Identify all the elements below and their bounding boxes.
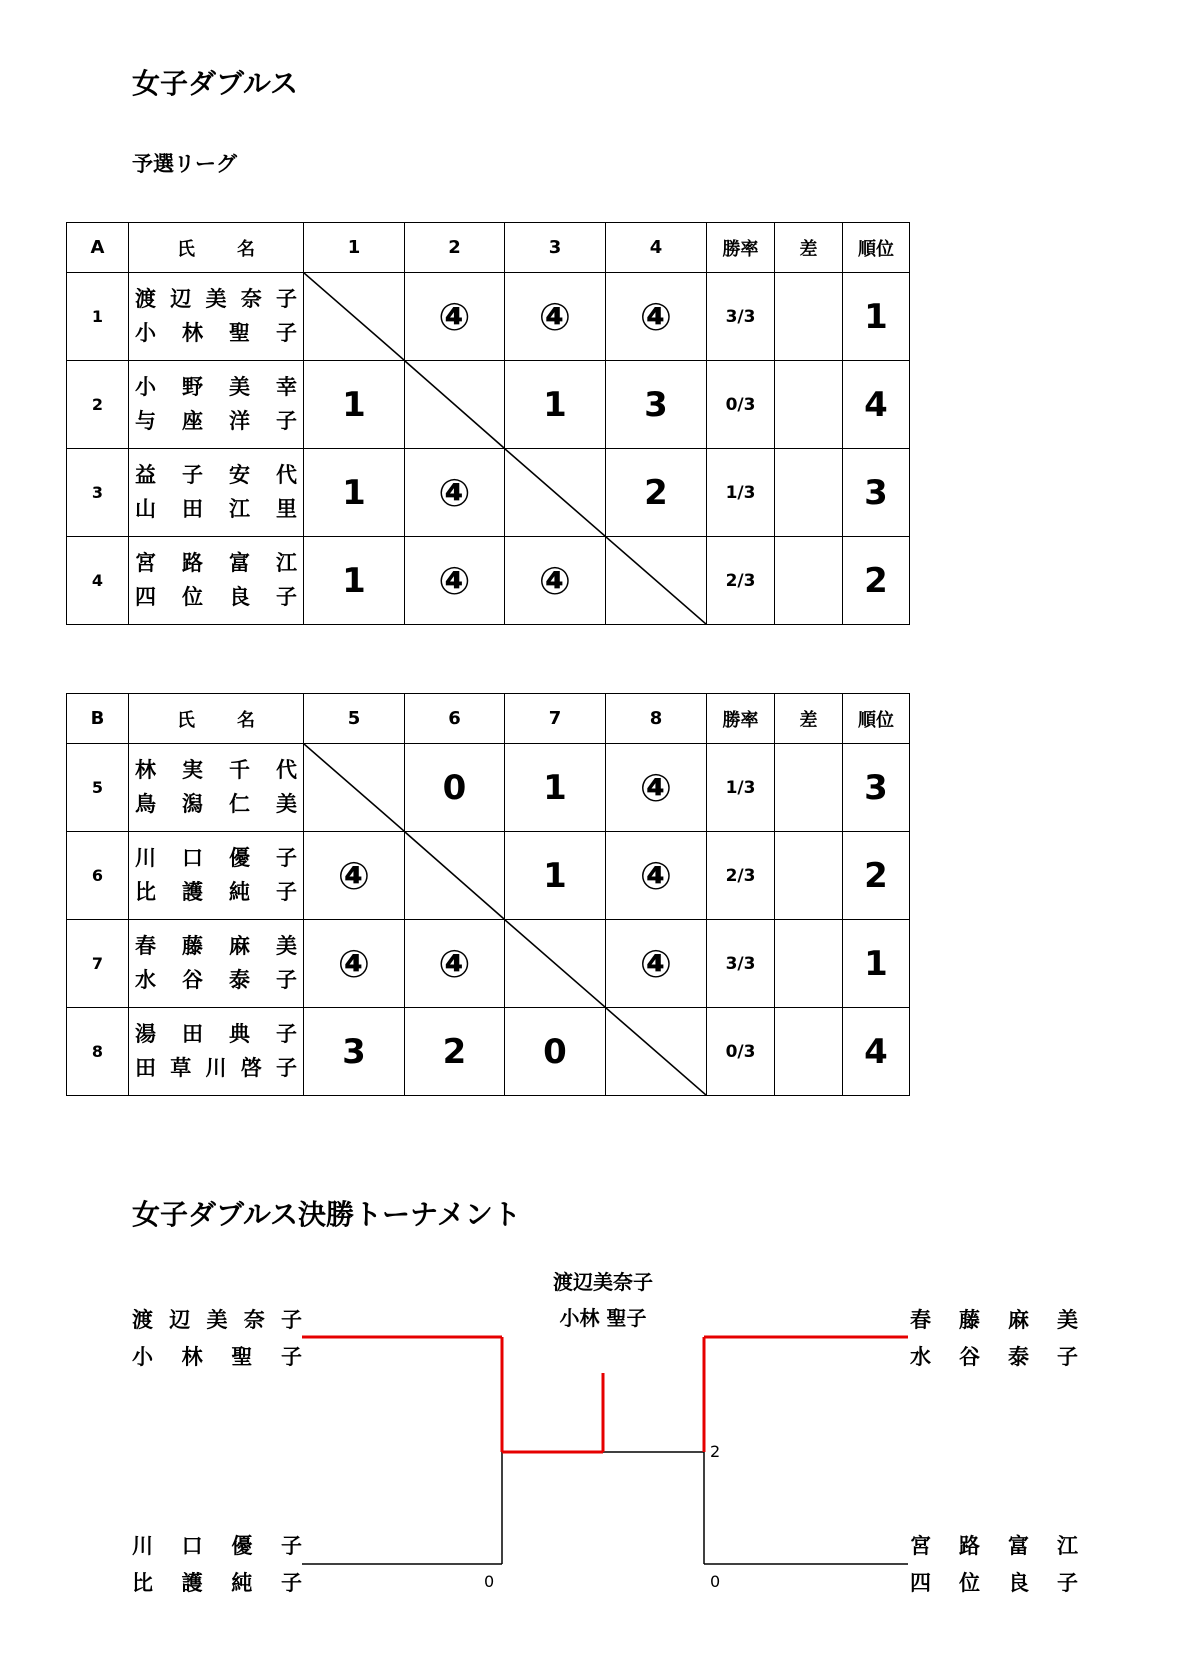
row-number: 7 [67,920,129,1008]
name-char: 川 [132,1534,153,1558]
name-char: 渡 [135,286,156,311]
row-number: 6 [67,832,129,920]
name-char: 美 [206,1308,228,1332]
name-char: 路 [959,1534,980,1558]
score-cell: ④ [304,920,405,1008]
name-char: 田 [135,1055,156,1080]
name-char: 春 [910,1308,931,1332]
score-cell: ④ [505,537,606,625]
name-char: 里 [276,496,297,521]
name-char: 川 [135,845,156,870]
name-char: 啓 [240,1055,262,1080]
rate-header: 勝率 [707,694,775,744]
column-header: 2 [405,223,505,273]
name-char: 仁 [229,791,250,816]
name-char: 子 [182,462,203,487]
score-cell: ④ [304,832,405,920]
name-char: 子 [1057,1571,1078,1595]
name-char: 藤 [182,933,203,958]
score-cell: ④ [606,832,707,920]
score-cell: 1 [505,832,606,920]
score-cell: ④ [606,744,707,832]
rank-cell: 4 [843,361,910,449]
score-cell: 0 [505,1008,606,1096]
name-char: 辺 [169,1308,191,1332]
name-header-1: 氏 [177,238,195,260]
name-char: 与 [135,408,156,433]
name-char: 四 [910,1571,931,1595]
name-char: 美 [276,933,297,958]
name-char: 子 [281,1308,302,1332]
name-char: 幸 [276,374,297,399]
name-char: 江 [276,550,297,575]
name-char: 千 [229,757,250,782]
name-char: 水 [910,1345,931,1369]
champion-name-1: 渡辺美奈子 [553,1270,653,1294]
name-char: 実 [182,757,203,782]
score-cell: ④ [405,920,505,1008]
rank-cell: 2 [843,537,910,625]
name-char: 川 [205,1055,227,1080]
name-char: 子 [276,320,297,345]
name-char: 辺 [170,286,192,311]
score-cell: 2 [606,449,707,537]
name-char: 子 [280,1571,302,1595]
name-char: 林 [181,1345,203,1369]
score-cell: ④ [606,920,707,1008]
name-char: 優 [229,845,250,870]
score-cell: 1 [304,449,405,537]
win-rate: 0/3 [707,361,775,449]
column-header: 4 [606,223,707,273]
name-char: 野 [182,374,203,399]
name-char: 子 [1057,1345,1078,1369]
name-char: 小 [135,374,156,399]
name-char: 江 [1057,1534,1078,1558]
tournament-title: 女子ダブルス決勝トーナメント [132,1198,521,1231]
win-rate: 3/3 [707,273,775,361]
win-rate: 0/3 [707,1008,775,1096]
name-char: 洋 [229,408,250,433]
page-title: 女子ダブルス [132,67,299,100]
name-char: 林 [135,757,156,782]
name-char: 美 [229,374,250,399]
name-char: 宮 [910,1534,931,1558]
rank-cell: 3 [843,744,910,832]
rank-header: 順位 [843,694,910,744]
name-char: 典 [229,1021,250,1046]
score-cell: ④ [405,449,505,537]
name-char: 位 [959,1571,980,1595]
name-char: 護 [181,1571,203,1595]
group-label: A [67,223,129,273]
name-char: 美 [276,791,297,816]
name-char: 麻 [229,933,250,958]
name-char: 代 [276,462,297,487]
row-number: 8 [67,1008,129,1096]
score-cell: 3 [606,361,707,449]
name-char: 比 [135,879,156,904]
name-char: 美 [1057,1308,1078,1332]
name-char: 益 [135,462,156,487]
column-header: 5 [304,694,405,744]
score-cell: ④ [405,537,505,625]
column-header: 6 [405,694,505,744]
name-char: 宮 [135,550,156,575]
name-char: 良 [1008,1571,1029,1595]
name-char: 優 [231,1534,253,1558]
name-char: 鳥 [135,791,156,816]
row-number: 1 [67,273,129,361]
name-char: 田 [182,1021,203,1046]
rank-cell: 1 [843,273,910,361]
name-char: 麻 [1008,1308,1029,1332]
win-rate: 1/3 [707,449,775,537]
name-char: 草 [170,1055,192,1080]
name-char: 水 [135,967,156,992]
score-left-bottom: 0 [484,1572,495,1591]
name-char: 子 [280,1345,302,1369]
name-char: 子 [276,408,297,433]
name-char: 奈 [240,286,262,311]
score-right-bottom: 0 [710,1572,721,1591]
name-char: 小 [132,1345,153,1369]
name-char: 純 [231,1571,253,1595]
rank-cell: 2 [843,832,910,920]
score-cell: 2 [405,1008,505,1096]
score-cell: 1 [505,744,606,832]
name-char: 富 [229,550,250,575]
name-char: 子 [280,1534,302,1558]
name-char: 良 [229,584,250,609]
score-right-final: 2 [710,1442,721,1461]
rank-cell: 4 [843,1008,910,1096]
row-number: 2 [67,361,129,449]
name-char: 山 [135,496,156,521]
name-char: 子 [276,584,297,609]
name-char: 四 [135,584,156,609]
name-char: 子 [276,879,297,904]
diff-header: 差 [775,223,843,273]
name-char: 小 [135,320,156,345]
name-char: 純 [229,879,250,904]
rank-cell: 3 [843,449,910,537]
name-char: 子 [276,845,297,870]
name-header-2: 名 [237,238,255,260]
name-char: 湯 [135,1021,156,1046]
column-header: 1 [304,223,405,273]
score-cell: 0 [405,744,505,832]
name-char: 聖 [229,320,250,345]
name-char: 富 [1008,1534,1029,1558]
name-char: 子 [276,1021,297,1046]
rank-header: 順位 [843,223,910,273]
row-number: 5 [67,744,129,832]
win-rate: 1/3 [707,744,775,832]
name-char: 林 [182,320,203,345]
name-char: 子 [276,1055,297,1080]
name-char: 子 [276,967,297,992]
name-char: 江 [229,496,250,521]
name-char: 潟 [182,791,203,816]
score-cell: 3 [304,1008,405,1096]
name-char: 藤 [959,1308,980,1332]
name-char: 谷 [959,1345,980,1369]
name-char: 春 [135,933,156,958]
rank-cell: 1 [843,920,910,1008]
rate-header: 勝率 [707,223,775,273]
score-cell: 1 [505,361,606,449]
champion-name-2: 小林 聖子 [559,1306,647,1330]
name-char: 子 [276,286,297,311]
name-char: 安 [229,462,250,487]
name-char: 護 [182,879,203,904]
name-char: 奈 [243,1308,265,1332]
group-label: B [67,694,129,744]
name-char: 渡 [132,1308,153,1332]
diff-header: 差 [775,694,843,744]
league-title: 予選リーグ [132,152,237,176]
win-rate: 2/3 [707,537,775,625]
name-char: 路 [182,550,203,575]
name-char: 口 [182,845,203,870]
name-header-2: 名 [237,709,255,731]
column-header: 7 [505,694,606,744]
score-cell: ④ [405,273,505,361]
name-header-1: 氏 [177,709,195,731]
name-char: 比 [132,1571,153,1595]
name-char: 泰 [1008,1345,1029,1369]
name-char: 座 [182,408,203,433]
name-char: 代 [276,757,297,782]
row-number: 4 [67,537,129,625]
name-char: 聖 [231,1345,253,1369]
score-cell: ④ [606,273,707,361]
name-char: 美 [205,286,227,311]
score-cell: 1 [304,537,405,625]
name-char: 口 [181,1534,203,1558]
score-cell: 1 [304,361,405,449]
win-rate: 3/3 [707,920,775,1008]
column-header: 3 [505,223,606,273]
score-cell: ④ [505,273,606,361]
name-char: 谷 [182,967,203,992]
win-rate: 2/3 [707,832,775,920]
column-header: 8 [606,694,707,744]
name-char: 位 [182,584,203,609]
row-number: 3 [67,449,129,537]
name-char: 田 [182,496,203,521]
name-char: 泰 [229,967,250,992]
